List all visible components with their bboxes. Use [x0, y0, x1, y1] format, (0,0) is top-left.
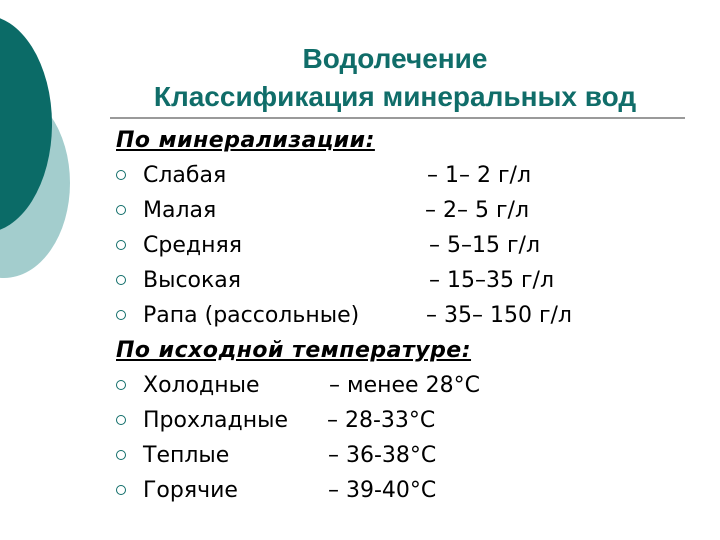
item-label: Рапа (рассольные)	[143, 303, 360, 328]
item-value: – 35– 150 г/л	[426, 303, 572, 328]
bullet-icon	[116, 380, 126, 390]
item-value: – менее 28°С	[329, 373, 480, 398]
item-label: Малая	[143, 198, 217, 223]
item-label: Слабая	[143, 163, 227, 188]
item-value: – 2– 5 г/л	[425, 198, 530, 223]
item-value: – 28-33°С	[327, 408, 436, 433]
bullet-icon	[116, 205, 126, 215]
title-line-1: Водолечение	[302, 43, 488, 74]
bullet-icon	[116, 240, 126, 250]
item-value: – 15–35 г/л	[429, 268, 555, 293]
slide-content	[116, 123, 696, 508]
section-heading-mineralization: По минерализации:	[116, 128, 375, 153]
item-label: Теплые	[143, 443, 230, 468]
bullet-icon	[116, 415, 126, 425]
item-value: – 1– 2 г/л	[427, 163, 532, 188]
bullet-icon	[116, 310, 126, 320]
list-item	[116, 438, 696, 473]
list-item	[116, 473, 696, 508]
bullet-icon	[116, 450, 126, 460]
item-label: Горячие	[143, 478, 238, 503]
item-value: – 36-38°С	[328, 443, 437, 468]
bullet-icon	[116, 485, 126, 495]
list-item	[116, 403, 696, 438]
item-label: Прохладные	[143, 408, 289, 433]
item-label: Средняя	[143, 233, 242, 258]
item-value: – 5–15 г/л	[429, 233, 541, 258]
list-item	[116, 298, 696, 333]
title-line-2: Классификация минеральных вод	[153, 81, 637, 112]
item-value: – 39-40°С	[328, 478, 437, 503]
slide-title	[110, 40, 680, 116]
list-item	[116, 228, 696, 263]
list-item	[116, 158, 696, 193]
list-item	[116, 193, 696, 228]
bullet-icon	[116, 275, 126, 285]
item-label: Холодные	[143, 373, 260, 398]
list-item	[116, 263, 696, 298]
item-label: Высокая	[143, 268, 242, 293]
title-divider	[110, 117, 685, 119]
list-item	[116, 368, 696, 403]
section-heading-temperature: По исходной температуре:	[116, 338, 472, 363]
bullet-icon	[116, 170, 126, 180]
